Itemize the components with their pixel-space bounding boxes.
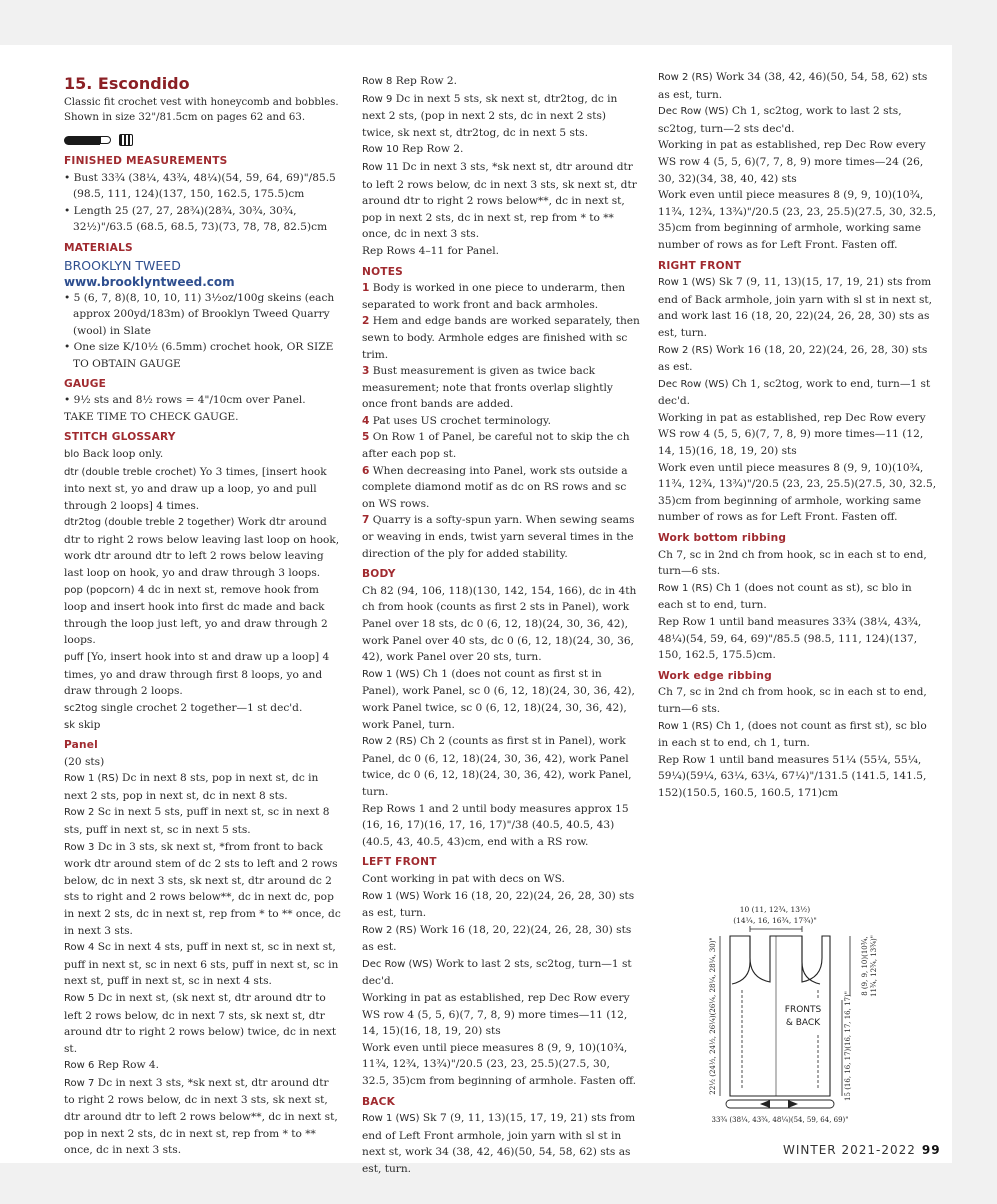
- pattern-title: 15. Escondido: [64, 74, 190, 93]
- gauge-check: TAKE TIME TO CHECK GAUGE.: [64, 410, 239, 423]
- panel-heading: Panel: [64, 739, 98, 751]
- edge-ribbing-heading: Work edge ribbing: [658, 669, 772, 682]
- left-armhole: [732, 936, 750, 984]
- left-front-intro: Cont working in pat with decs on WS.: [362, 872, 565, 885]
- panel-row: Row 7 Dc in next 3 sts, *sk next st, dtr around dtr to right 2 rows below, dc in next 3 sts, sk next st, dtr around dtr to left 2 rows below**, dc in next st, pop in next 2 sts, dc in next st, rep from * to ** once, dc in next 3 sts.: [64, 1076, 338, 1157]
- pattern-page: [0, 45, 952, 1175]
- right-front-row: Row 1 (WS) Sk 7 (9, 11, 13)(15, 17, 19, 21) sts from end of Back armhole, join yarn with sl st in next st, and work last 16 (18, 20, 22)(24, 26, 28, 30) sts as est, turn.: [658, 276, 933, 339]
- note-item: 1 Body is worked in one piece to underarm, then separated to work front and back armholes.: [362, 282, 626, 311]
- right-armhole: [802, 936, 820, 984]
- gauge-heading: GAUGE: [64, 377, 107, 390]
- left-front-heading: LEFT FRONT: [362, 856, 437, 869]
- schematic-armhole-1: 8 (9, 9, 10)(10¾,: [861, 936, 869, 996]
- glossary-item: dtr2tog (double treble 2 together) Work dtr around dtr to right 2 rows below leaving last loop on hook, work dtr around dtr to left 2 rows below leaving last loop on hook, yo and draw through 3 loops.: [64, 516, 340, 580]
- edge-ribbing-row: Row 1 (RS) Ch 1, (does not count as first st), sc blo in each st to end, ch 1, turn.: [658, 719, 927, 750]
- back-dec: Dec Row (WS) Ch 1, sc2tog, work to last 2 sts, sc2tog, turn—2 sts dec'd.: [658, 105, 902, 135]
- gauge-line: • 9½ sts and 8½ rows = 4"/10cm over Panel.: [64, 394, 306, 407]
- schematic-top-width-2: (14¼, 16, 16¾, 17¾)": [733, 916, 817, 925]
- materials-yarn: • 5 (6, 7, 8)(8, 10, 10, 11) 3½oz/100g skeins (each approx 200yd/183m) of Brooklyn Tweed Quarry (wool) in Slate: [64, 291, 335, 337]
- brand-name: BROOKLYN TWEED: [64, 257, 181, 273]
- glossary-list: [64, 446, 342, 735]
- panel-row: Row 4 Sc in next 4 sts, puff in next st, sc in next st, puff in next st, sc in next 6 sts, puff in next st, sc in next st, puff in next st, sc in next 4 sts.: [64, 941, 339, 988]
- edge-ribbing-intro: Ch 7, sc in 2nd ch from hook, sc in each st to end, turn—6 sts.: [658, 686, 927, 715]
- back-working: Working in pat as established, rep Dec Row every WS row 4 (5, 5, 6)(7, 7, 8, 9) more times—24 (26, 30, 32)(34, 38, 40, 42) sts: [658, 139, 926, 185]
- materials-heading: MATERIALS: [64, 241, 133, 254]
- body-row: Row 2 (RS) Ch 2 (counts as first st in Panel), work Panel, dc 0 (6, 12, 18)(24, 30, 36, 42), work Panel twice, dc 0 (6, 12, 18)(24, 30, 36, 42), work Panel, turn.: [362, 735, 632, 798]
- chart-icon: [119, 134, 133, 146]
- body-row: Row 1 (WS) Ch 1 (does not count as first st in Panel), work Panel, sc 0 (6, 12, 18)(24, 30, 36, 42), work Panel twice, sc 0 (6, 12, 18)(24, 30, 36, 42), work Panel, turn.: [362, 667, 635, 731]
- body-repeat: Rep Rows 1 and 2 until body measures approx 15 (16, 16, 17)(16, 17, 16, 17)"/38 (40.5, 40.5, 43)(40.5, 43, 40.5, 43)cm, end with a RS row.: [362, 802, 629, 848]
- edge-ribbing-repeat: Rep Row 1 until band measures 51¼ (55¼, 55¼, 59¼)(59¼, 63¼, 63¼, 67¼)"/131.5 (141.5, 141.5, 152)(150.5, 160.5, 160.5, 171)cm: [658, 753, 927, 799]
- right-front-even: Work even until piece measures 8 (9, 9, 10)(10¾, 11¾, 12¾, 13¾)"/20.5 (23, 23, 25.5)(27.5, 30, 32.5, 35)cm from beginning of armhole, working same number of rows as for Left Front. Fasten off.: [658, 461, 937, 524]
- body-heading: BODY: [362, 568, 396, 581]
- glossary-item: dtr (double treble crochet) Yo 3 times, [insert hook into next st, yo and draw up a loop, yo and pull through 2 loops] 4 times.: [64, 465, 327, 512]
- panel-row: Row 1 (RS) Dc in next 8 sts, pop in next st, dc in next 2 sts, pop in next st, dc in next 8 sts.: [64, 772, 319, 802]
- schematic-center-label-1: FRONTS: [784, 1005, 822, 1015]
- finished-length: • Length 25 (27, 27, 28¾)(28¾, 30¾, 30¾, 32½)"/63.5 (68.5, 68.5, 73)(73, 78, 78, 82.5)cm: [64, 204, 328, 234]
- skill-level: [64, 131, 342, 149]
- back-heading: BACK: [362, 1095, 396, 1108]
- page-footer: [783, 1143, 941, 1157]
- right-front-working: Working in pat as established, rep Dec Row every WS row 4 (5, 5, 6)(7, 7, 8, 9) more times—11 (12, 14, 15)(16, 18, 19, 20) sts: [658, 411, 926, 458]
- back-row: Row 1 (WS) Sk 7 (9, 11, 13)(15, 17, 19, 21) sts from end of Left Front armhole, join yarn with sl st in next st, work 34 (38, 42, 46)(50, 54, 58, 62) sts as est, turn.: [362, 1112, 636, 1175]
- page-number: 99: [921, 1143, 941, 1157]
- schematic-left-height: 22½ (24½, 24½, 26¼)(26¼, 28¼, 28¼, 30)": [709, 937, 717, 1095]
- panel-row: Row 3 Dc in 3 sts, sk next st, *from front to back work dtr around stem of dc 2 sts to left and 2 rows below, dc in next 3 sts, sk next st, dtr around dc 2 sts to right and 2 rows below**, dc in next dc, pop in next 2 sts, dc in next st, rep from * to ** once, dc in next 3 sts.: [64, 840, 341, 937]
- finished-bust: • Bust 33¾ (38¼, 43¾, 48¼)(54, 59, 64, 69)"/85.5 (98.5, 111, 124)(137, 150, 162.5, 175.5)cm: [64, 171, 336, 201]
- panel-row: Row 6 Rep Row 4.: [64, 1059, 160, 1072]
- bottom-ribbing-repeat: Rep Row 1 until band measures 33¾ (38¼, 43¾, 48¼)(54, 59, 64, 69)"/85.5 (98.5, 111, 124)(137, 150, 162.5, 175.5)cm.: [658, 616, 922, 662]
- note-item: 6 When decreasing into Panel, work sts outside a complete diamond motif as dc on RS rows and sc on WS rows.: [362, 464, 628, 510]
- right-front-heading: RIGHT FRONT: [658, 259, 742, 272]
- note-item: 4 Pat uses US crochet terminology.: [362, 414, 551, 427]
- glossary-item: sc2tog single crochet 2 together—1 st dec'd.: [64, 701, 303, 714]
- panel-row: Row 5 Dc in next st, (sk next st, dtr around dtr to left 2 rows below, dc in next 7 sts, sk next st, dtr around dtr to right 2 rows below) twice, dc in next st.: [64, 991, 337, 1055]
- glossary-item: puff [Yo, insert hook into st and draw up a loop] 4 times, yo and draw through first 8 loops, yo and draw through 2 loops.: [64, 651, 330, 698]
- schematic-center-label-2: & BACK: [785, 1018, 821, 1028]
- glossary-item: pop (popcorn) 4 dc in next st, remove hook from loop and insert hook into first dc made and back through the loop just left, yo and draw through 2 loops.: [64, 583, 328, 647]
- panel-row: Row 8 Rep Row 2.: [362, 75, 458, 87]
- skill-bar-icon: [64, 136, 111, 145]
- glossary-item: sk skip: [64, 719, 101, 732]
- notes-heading: NOTES: [362, 265, 403, 278]
- panel-row: Row 9 Dc in next 5 sts, sk next st, dtr2tog, dc in next 2 sts, (pop in next 2 sts, dc in next 2 sts) twice, sk next st, dtr2tog, dc in next 5 sts.: [362, 92, 618, 139]
- schematic-bottom-width: 33¾ (38¼, 43¾, 48¼)(54, 59, 64, 69)": [711, 1116, 849, 1124]
- finished-heading: FINISHED MEASUREMENTS: [64, 155, 228, 167]
- vest-schematic: [690, 900, 890, 1130]
- bottom-band: [726, 1100, 834, 1108]
- column-1: [64, 73, 342, 1159]
- schematic-lower-height: 15 (16, 16, 17)(16, 17, 16, 17)": [844, 991, 852, 1101]
- materials-hook: • One size K/10½ (6.5mm) crochet hook, OR SIZE TO OBTAIN GAUGE: [64, 341, 334, 370]
- left-front-dec: Dec Row (WS) Work to last 2 sts, sc2tog, turn—1 st dec'd.: [362, 957, 632, 988]
- back-row: Row 2 (RS) Work 34 (38, 42, 46)(50, 54, 58, 62) sts as est, turn.: [658, 71, 928, 101]
- panel-row: Row 10 Rep Row 2.: [362, 143, 464, 156]
- left-front-row: Row 2 (RS) Work 16 (18, 20, 22)(24, 26, 28, 30) sts as est.: [362, 923, 632, 954]
- left-front-row: Row 1 (WS) Work 16 (18, 20, 22)(24, 26, 28, 30) sts as est, turn.: [362, 889, 635, 920]
- bottom-ribbing-intro: Ch 7, sc in 2nd ch from hook, sc in each st to end, turn—6 sts.: [658, 548, 927, 578]
- column-3: [658, 69, 938, 802]
- glossary-item: blo Back loop only.: [64, 447, 164, 460]
- body-intro: Ch 82 (94, 106, 118)(130, 142, 154, 166), dc in 4th ch from hook (counts as first 2 sts in Panel), work Panel over 18 sts, dc 0 (6, 12, 18)(24, 30, 36, 42), work Panel over 40 sts, dc 0 (6, 12, 18)(24, 30, 36, 42), work Panel over 20 sts, turn.: [362, 584, 637, 664]
- glossary-heading: STITCH GLOSSARY: [64, 431, 176, 444]
- note-item: 7 Quarry is a softy-spun yarn. When sewing seams or weaving in ends, twist yarn several times in the direction of the ply for added stability.: [362, 514, 635, 560]
- right-front-row: Row 2 (RS) Work 16 (18, 20, 22)(24, 26, 28, 30) sts as est.: [658, 343, 928, 374]
- schematic-top-width-1: 10 (11, 12¾, 13½): [739, 905, 811, 914]
- column-2: [362, 73, 640, 1178]
- left-front-even: Work even until piece measures 8 (9, 9, 10)(10¾, 11¾, 12¾, 13¾)"/20.5 (23, 23, 25.5)(27.5, 30, 32.5, 35)cm from beginning of armhole. Fasten off.: [362, 1041, 636, 1088]
- note-item: 2 Hem and edge bands are worked separately, then sewn to body. Armhole edges are finished with sc trim.: [362, 315, 640, 361]
- back-even: Work even until piece measures 8 (9, 9, 10)(10¾, 11¾, 12¾, 13¾)"/20.5 (23, 23, 25.5)(27.5, 30, 32.5, 35)cm from beginning of armhole, working same number of rows as for Left Front. Fasten off.: [658, 189, 937, 251]
- pattern-description: Classic fit crochet vest with honeycomb and bobbles. Shown in size 32"/81.5cm on pages 62 and 63.: [64, 97, 339, 123]
- bottom-ribbing-heading: Work bottom ribbing: [658, 532, 787, 545]
- bottom-ribbing-row: Row 1 (RS) Ch 1 (does not count as st), sc blo in each st to end, turn.: [658, 581, 912, 612]
- right-front-dec: Dec Row (WS) Ch 1, sc2tog, work to end, turn—1 st dec'd.: [658, 377, 931, 408]
- schematic-armhole-2: 11¾, 12¾, 13¾)": [870, 935, 878, 997]
- note-item: 3 Bust measurement is given as twice back measurement; note that fronts overlap slightly once front bands are added.: [362, 365, 613, 411]
- panel-row: Row 11 Dc in next 3 sts, *sk next st, dtr around dtr to left 2 rows below, dc in next 3 sts, sk next st, dtr around dtr to right 2 rows below**, dc in next st, pop in next 2 sts, dc in next st, rep from * to ** once, dc in next 3 sts.: [362, 160, 637, 241]
- left-front-working: Working in pat as established, rep Dec Row every WS row 4 (5, 5, 6)(7, 7, 8, 9) more times—11 (12, 14, 15)(16, 18, 19, 20) sts: [362, 992, 630, 1038]
- panel-count: (20 sts): [64, 755, 105, 768]
- brand-url[interactable]: www.brooklyntweed.com: [64, 274, 235, 289]
- issue-label: WINTER 2021-2022: [783, 1143, 916, 1157]
- panel-row: Row 2 Sc in next 5 sts, puff in next st, sc in next 8 sts, puff in next st, sc in next 5 sts.: [64, 806, 330, 836]
- note-item: 5 On Row 1 of Panel, be careful not to skip the ch after each pop st.: [362, 431, 630, 461]
- panel-repeat: Rep Rows 4–11 for Panel.: [362, 244, 500, 257]
